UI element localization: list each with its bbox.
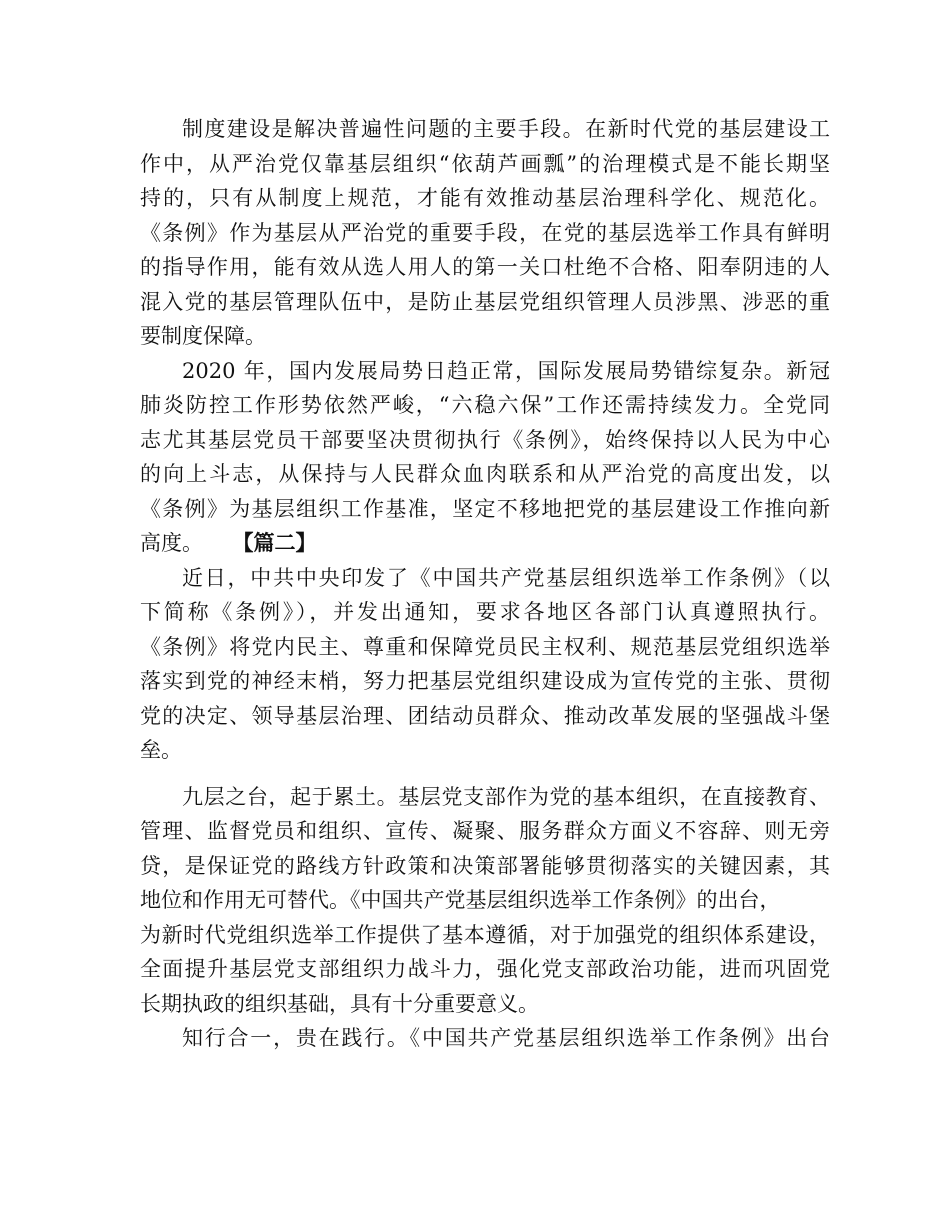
text-line: 作中，从严治党仅靠基层组织“依葫芦画瓢”的治理模式是不能长期坚 bbox=[140, 151, 830, 176]
paragraph-3 bbox=[140, 561, 830, 768]
paragraph-5 bbox=[140, 1021, 830, 1056]
text-line: 地位和作用无可替代。《中国共产党基层组织选举工作条例》的出台， bbox=[140, 888, 781, 912]
text-line: 《条例》作为基层从严治党的重要手段，在党的基层选举工作具有鲜明 bbox=[140, 220, 830, 245]
text-line: 混入党的基层管理队伍中，是防止基层党组织管理人员涉黑、涉恶的重 bbox=[140, 289, 830, 314]
text-line: 肺炎防控工作形势依然严峻，“六稳六保”工作还需持续发力。全党同 bbox=[140, 393, 830, 417]
paragraph-4 bbox=[140, 780, 830, 1022]
text-line: 的向上斗志，从保持与人民群众血肉联系和从严治党的高度出发，以 bbox=[140, 462, 830, 486]
text-line: 为新时代党组织选举工作提供了基本遵循，对于加强党的组织体系建设， bbox=[140, 922, 830, 947]
text-line: 垒。 bbox=[140, 738, 182, 762]
text-line: 《条例》将党内民主、尊重和保障党员民主权利、规范基层党组织选举 bbox=[140, 634, 830, 659]
text-line-with-marker bbox=[140, 526, 830, 561]
text-line: 长期执政的组织基础，具有十分重要意义。 bbox=[140, 991, 539, 1016]
text-line: 《条例》为基层组织工作基准，坚定不移地把党的基层建设工作推向新 bbox=[140, 496, 830, 521]
text-line: 持的，只有从制度上规范，才能有效推动基层治理科学化、规范化。 bbox=[140, 186, 830, 210]
paragraph-2 bbox=[140, 354, 830, 561]
text-line: 贷，是保证党的路线方针政策和决策部署能够贯彻落实的关键因素，其 bbox=[140, 853, 830, 878]
document-body bbox=[140, 112, 830, 1056]
text-line: 2020 年，国内发展局势日趋正常，国际发展局势错综复杂。新冠 bbox=[182, 358, 830, 383]
text-line: 的指导作用，能有效从选人用人的第一关口杜绝不合格、阳奉阴违的人 bbox=[140, 255, 830, 279]
text-line: 党的决定、领导基层治理、团结动员群众、推动改革发展的坚强战斗堡 bbox=[140, 703, 830, 728]
text-line: 管理、监督党员和组织、宣传、凝聚、服务群众方面义不容辞、则无旁 bbox=[140, 819, 830, 843]
text-line: 志尤其基层党员干部要坚决贯彻执行《条例》，始终保持以人民为中心 bbox=[140, 427, 830, 452]
text-fragment: 高度。 bbox=[140, 531, 203, 555]
paragraph-gap bbox=[140, 768, 830, 780]
text-line: 全面提升基层党支部组织力战斗力，强化党支部政治功能，进而巩固党 bbox=[140, 957, 830, 981]
text-line: 落实到党的神经末梢，努力把基层党组织建设成为宣传党的主张、贯彻 bbox=[140, 669, 830, 693]
text-line: 知行合一，贵在践行。《中国共产党基层组织选举工作条例》出台 bbox=[182, 1026, 830, 1050]
section-marker: 【篇二】 bbox=[243, 530, 317, 555]
text-line: 制度建设是解决普遍性问题的主要手段。在新时代党的基层建设工 bbox=[182, 117, 830, 141]
text-line: 要制度保障。 bbox=[140, 324, 266, 348]
text-line: 九层之台，起于累土。基层党支部作为党的基本组织，在直接教育、 bbox=[182, 784, 830, 809]
paragraph-1 bbox=[140, 112, 830, 354]
text-line: 近日，中共中央印发了《中国共产党基层组织选举工作条例》（以 bbox=[182, 565, 830, 590]
text-line: 下简称《条例》），并发出通知，要求各地区各部门认真遵照执行。 bbox=[140, 600, 830, 624]
